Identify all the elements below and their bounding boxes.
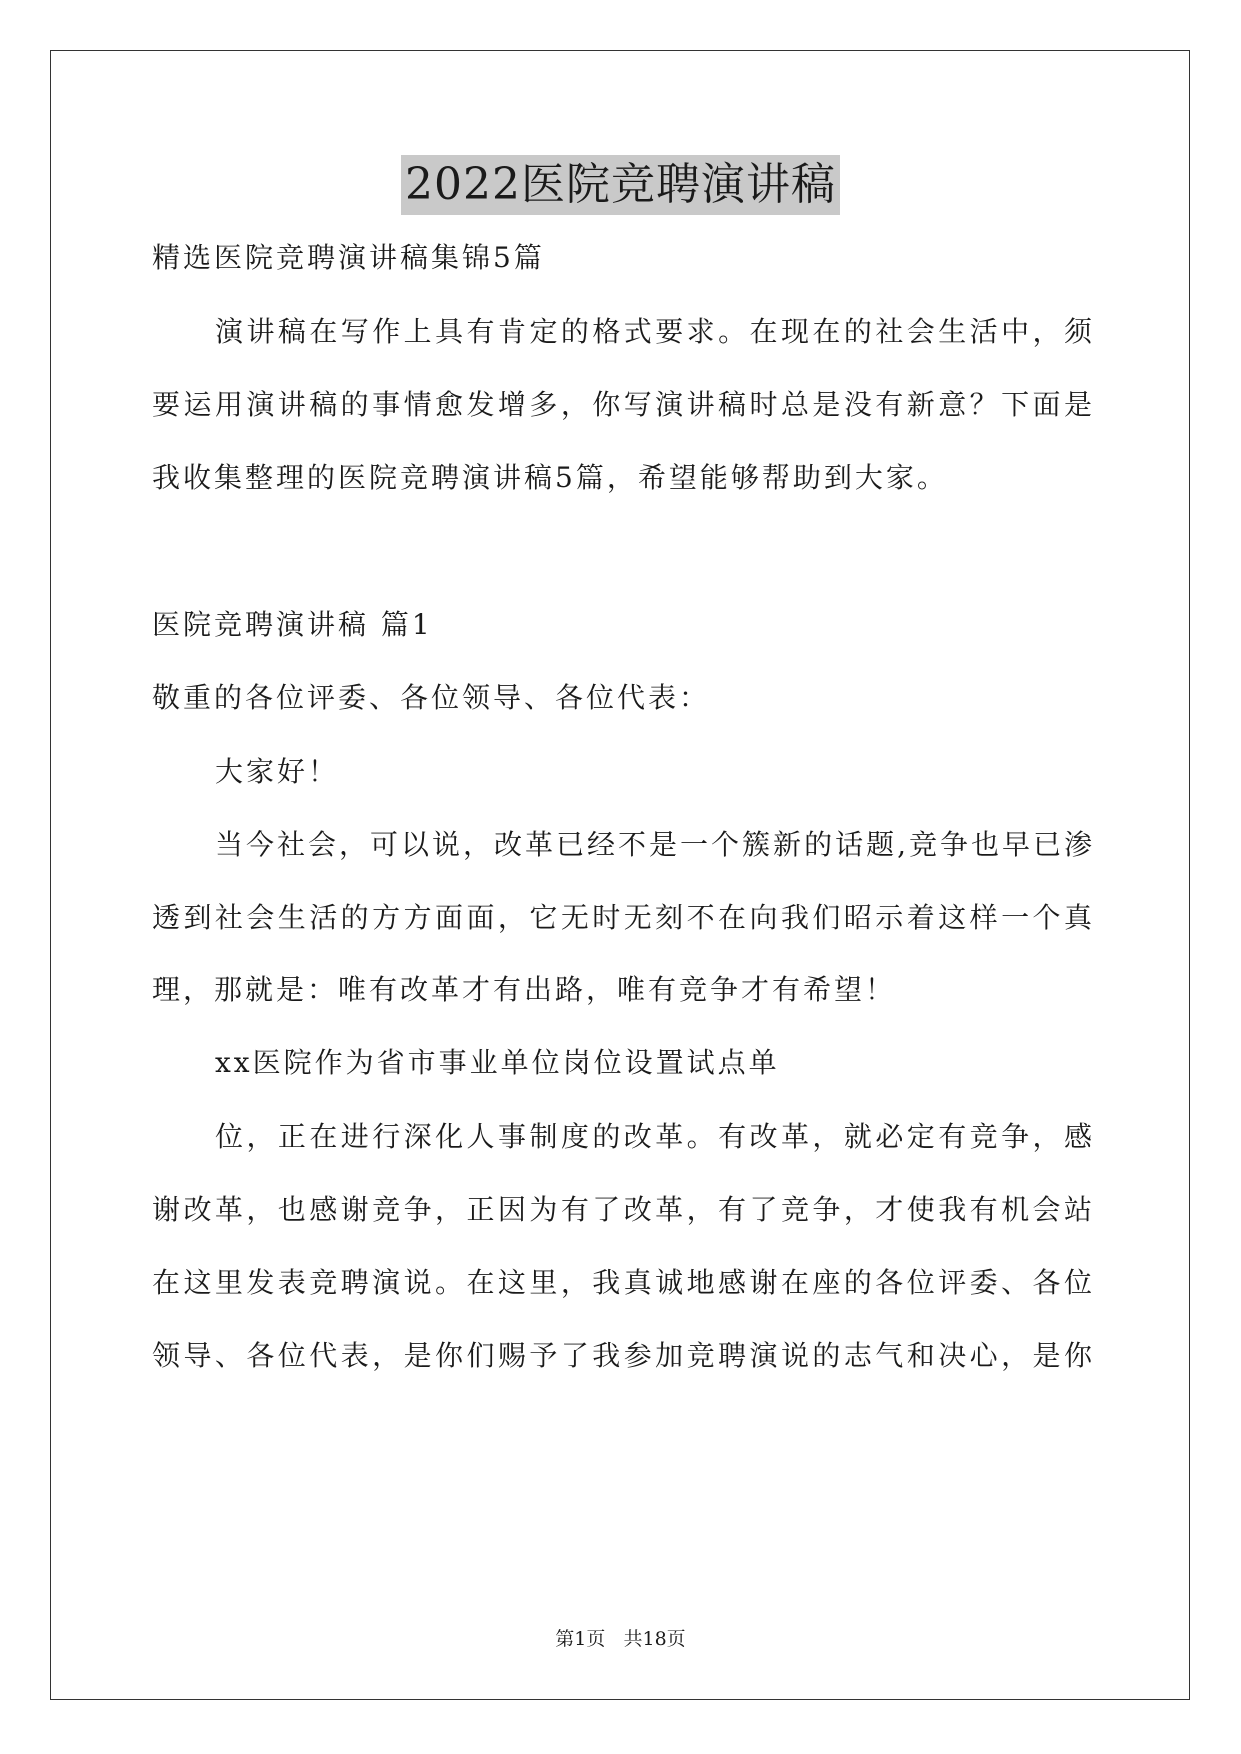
- page-border: [50, 50, 1190, 1700]
- paragraph-line: 在这里发表竞聘演说。在这里，我真诚地感谢在座的各位评委、各位: [152, 1266, 1092, 1299]
- paragraph-line: 要运用演讲稿的事情愈发增多，你写演讲稿时总是没有新意？下面是: [152, 388, 1092, 421]
- paragraph-line: 我收集整理的医院竞聘演讲稿5篇，希望能够帮助到大家。: [152, 461, 948, 494]
- paragraph-line: 演讲稿在写作上具有肯定的格式要求。在现在的社会生活中，须: [215, 315, 1092, 348]
- title-container: [0, 155, 1241, 215]
- paragraph-line: 领导、各位代表，是你们赐予了我参加竞聘演说的志气和决心，是你: [152, 1339, 1092, 1372]
- subtitle-line: 精选医院竞聘演讲稿集锦5篇: [152, 241, 545, 274]
- paragraph-line: xx医院作为省市事业单位岗位设置试点单: [215, 1046, 780, 1079]
- paragraph-line: 透到社会生活的方方面面，它无时无刻不在向我们昭示着这样一个真: [152, 901, 1092, 934]
- greeting: 大家好！: [215, 755, 340, 788]
- page-number-footer: 第1页 共18页: [555, 1628, 686, 1650]
- paragraph-line: 当今社会，可以说，改革已经不是一个簇新的话题,竞争也早已渗: [215, 828, 1092, 861]
- salutation: 敬重的各位评委、各位领导、各位代表：: [152, 681, 711, 714]
- paragraph-line: 谢改革，也感谢竞争，正因为有了改革，有了竞争，才使我有机会站: [152, 1193, 1092, 1226]
- section-heading: 医院竞聘演讲稿 篇1: [152, 608, 433, 641]
- paragraph-line: 位，正在进行深化人事制度的改革。有改革，就必定有竞争，感: [215, 1120, 1092, 1153]
- paragraph-line: 理，那就是：唯有改革才有出路，唯有竞争才有希望！: [152, 973, 897, 1006]
- document-title: 2022医院竞聘演讲稿: [401, 155, 840, 215]
